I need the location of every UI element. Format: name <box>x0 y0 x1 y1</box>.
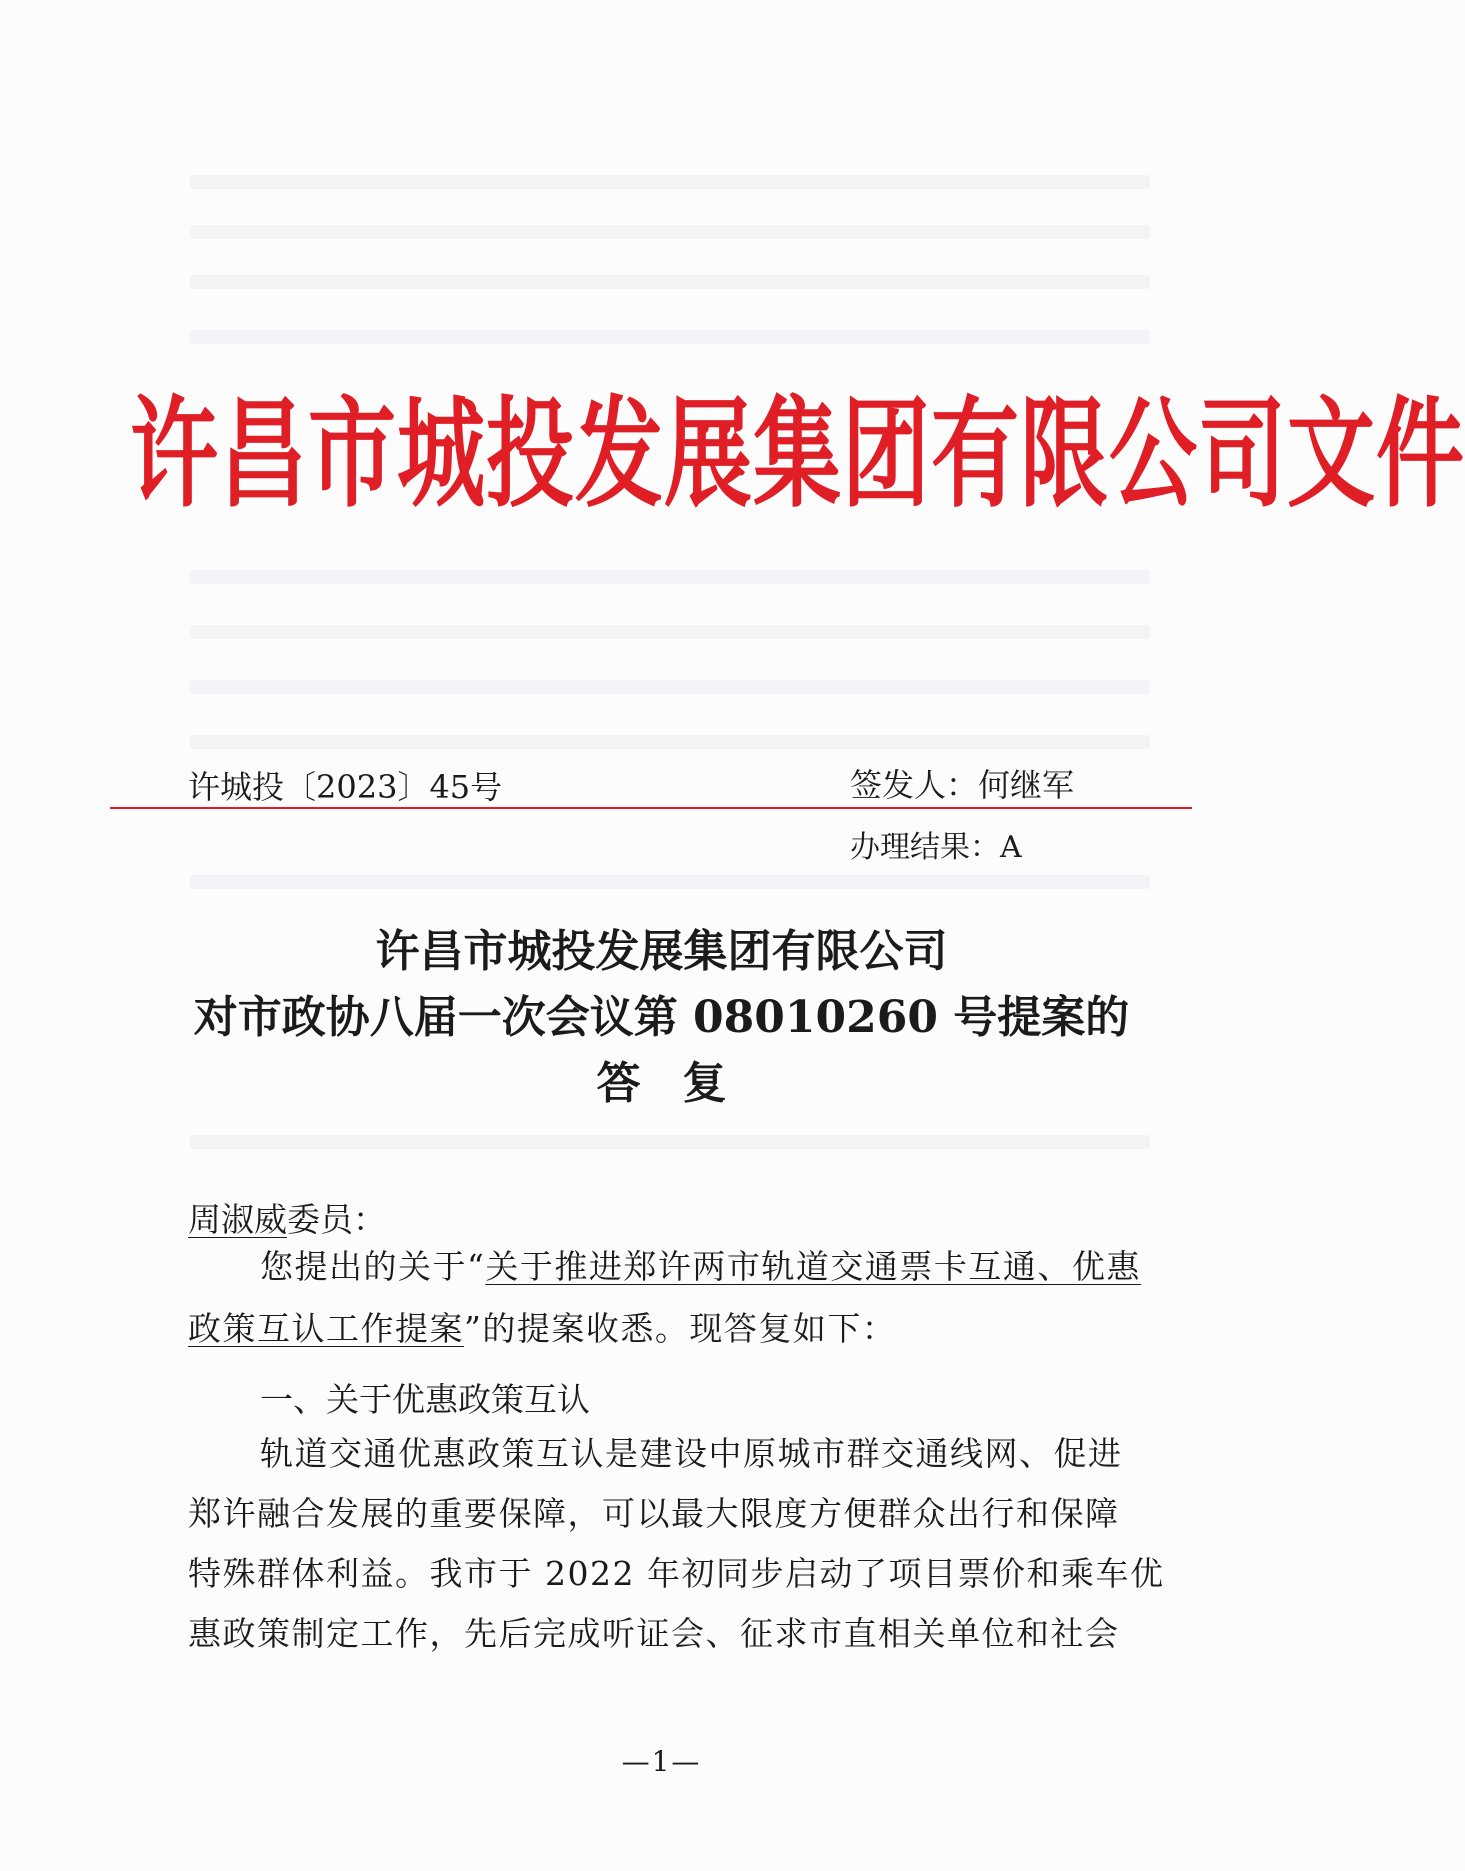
bleed-through-texture <box>190 1135 1150 1149</box>
recipient-title: 委员： <box>287 1200 386 1239</box>
document-title-line-2: 对市政协八届一次会议第 08010260 号提案的 <box>193 992 1130 1043</box>
body-line: 轨道交通优惠政策互认是建设中原城市群交通线网、促进 <box>260 1434 1123 1473</box>
intro-text: ”的提案收悉。现答复如下： <box>464 1309 897 1348</box>
intro-text: 您提出的关于“ <box>260 1247 486 1286</box>
intro-line-1 <box>260 1247 1153 1286</box>
processing-result: 办理结果：A <box>850 830 1022 865</box>
salutation <box>188 1194 386 1241</box>
proposal-title-part-1: 关于推进郑许两市轨道交通票卡互通、优惠 <box>485 1247 1141 1286</box>
bleed-through-texture <box>190 570 1150 584</box>
page-number: —1— <box>621 1745 702 1778</box>
body-line: 惠政策制定工作，先后完成听证会、征求市直相关单位和社会 <box>188 1614 1120 1653</box>
bleed-through-texture <box>190 330 1150 344</box>
proposal-title-part-2: 政策互认工作提案 <box>188 1309 464 1348</box>
bleed-through-texture <box>190 625 1150 639</box>
document-title-line-1: 许昌市城投发展集团有限公司 <box>375 926 948 977</box>
signer: 签发人：何继军 <box>850 766 1075 804</box>
document-number: 许城投〔2023〕45号 <box>188 768 503 806</box>
masthead-title: 许昌市城投发展集团有限公司文件 <box>130 384 1465 524</box>
intro-line-2 <box>188 1309 1153 1348</box>
bleed-through-texture <box>190 225 1150 239</box>
bleed-through-texture <box>190 735 1150 749</box>
red-divider-line <box>110 807 1192 809</box>
bleed-through-texture <box>190 680 1150 694</box>
document-title-line-3: 答复 <box>596 1058 769 1109</box>
bleed-through-texture <box>190 175 1150 189</box>
bleed-through-texture <box>190 875 1150 889</box>
bleed-through-texture <box>190 275 1150 289</box>
body-line: 郑许融合发展的重要保障，可以最大限度方便群众出行和保障 <box>188 1494 1120 1533</box>
section-heading: 一、关于优惠政策互认 <box>260 1380 590 1419</box>
recipient-name: 周淑威 <box>188 1200 287 1239</box>
body-line: 特殊群体利益。我市于 2022 年初同步启动了项目票价和乘车优 <box>188 1554 1165 1593</box>
